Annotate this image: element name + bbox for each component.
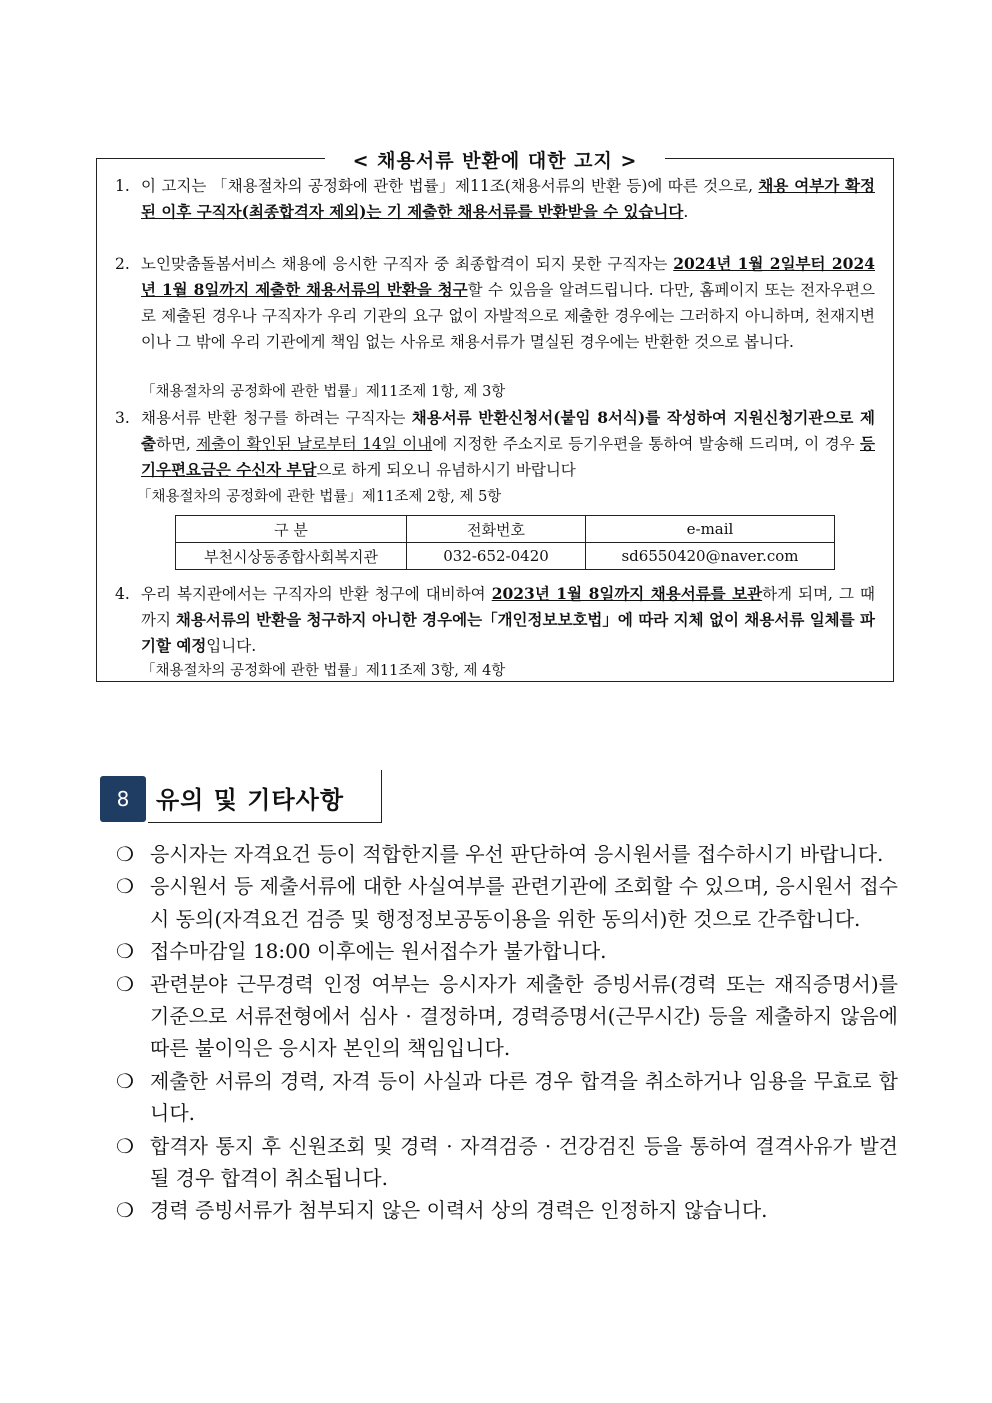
table-row: [176, 543, 835, 570]
table-header: 전화번호: [407, 516, 586, 543]
law-citation: 「채용절차의 공정화에 관한 법률」제11조제 2항, 제 5항: [137, 489, 502, 505]
item-number: 2.: [115, 255, 130, 273]
divider: [381, 770, 382, 822]
item-number: 1.: [115, 177, 130, 195]
table-cell: sd6550420@naver.com: [586, 543, 835, 570]
emphasis-text: 등기우편요금은 수신자 부담: [141, 434, 875, 479]
list-item: ❍ 제출한 서류의 경력, 자격 등이 사실과 다른 경우 합격을 취소하거나 임용을 무효로 합니다.: [116, 1065, 898, 1130]
bullet-circle-icon: ❍: [116, 874, 134, 899]
table-header: e-mail: [586, 516, 835, 543]
contact-table: [175, 515, 835, 570]
bullet-list: [116, 838, 898, 1227]
underlined-text: 제출이 확인된 날로부터 14일 이내: [196, 435, 433, 453]
notice-title: < 채용서류 반환에 대한 고지 >: [97, 146, 893, 173]
emphasis-text: 채용서류 반환신청서(붙임 8서식)를 작성하여 지원신청기관으로 제출: [141, 408, 875, 453]
emphasis-text: 채용서류의 반환을 청구하지 아니한 경우에는「개인정보보호법」에 따라 지체 없이 채용서류 일체를 파기할 예정: [141, 610, 876, 655]
bullet-circle-icon: ❍: [116, 1198, 134, 1223]
list-item: ❍ 응시자는 자격요건 등이 적합한지를 우선 판단하여 응시원서를 접수하시기 바랍니다.: [116, 838, 898, 870]
table-header: 구 분: [176, 516, 407, 543]
section-number: 8: [100, 776, 146, 822]
item-number: 4.: [115, 585, 130, 603]
divider: [148, 822, 382, 823]
notice-item-4: 4. 우리 복지관에서는 구직자의 반환 청구에 대비하여 2023년 1월 8일까지 채용서류를 보관하게 되며, 그 때까지 채용서류의 반환을 청구하지 아니한 경우에는「개인정보보호법」에 따라 지체 없이 채용서류 일체를 파기할 예정입니다.: [115, 581, 875, 659]
table-header-row: [176, 516, 835, 543]
table-cell: 부천시상동종합사회복지관: [176, 543, 407, 570]
list-item: ❍ 합격자 통지 후 신원조회 및 경력 · 자격검증 · 건강검진 등을 통하여 결격사유가 발견될 경우 합격이 취소됩니다.: [116, 1130, 898, 1195]
list-item: ❍ 경력 증빙서류가 첨부되지 않은 이력서 상의 경력은 인정하지 않습니다.: [116, 1194, 898, 1226]
notice-item-1: 1. 이 고지는 「채용절차의 공정화에 관한 법률」제11조(채용서류의 반환 등)에 따른 것으로, 채용 여부가 확정된 이후 구직자(최종합격자 제외)는 기 제출한 채용서류를 반환받을 수 있습니다.: [115, 173, 875, 225]
emphasis-text: 2024년 1월 2일부터 2024년 1월 8일까지 제출한 채용서류의 반환을 청구: [141, 254, 876, 299]
bullet-circle-icon: ❍: [116, 971, 134, 996]
bullet-circle-icon: ❍: [116, 939, 134, 964]
emphasis-text: 2023년 1월 8일까지 채용서류를 보관: [491, 584, 763, 603]
list-item: ❍ 관련분야 근무경력 인정 여부는 응시자가 제출한 증빙서류(경력 또는 재직증명서)를 기준으로 서류전형에서 심사 · 결정하며, 경력증명서(근무시간) 등을 제출하지 않음에 따른 불이익은 응시자 본인의 책임입니다.: [116, 968, 898, 1065]
item-number: 3.: [115, 409, 130, 427]
list-item: ❍ 응시원서 등 제출서류에 대한 사실여부를 관련기관에 조회할 수 있으며, 응시원서 접수 시 동의(자격요건 검증 및 행정정보공동이용을 위한 동의서)한 것으로 간주합니다.: [116, 870, 898, 935]
list-item: ❍ 접수마감일 18:00 이후에는 원서접수가 불가합니다.: [116, 935, 898, 967]
table-cell: 032-652-0420: [407, 543, 586, 570]
bullet-circle-icon: ❍: [116, 1133, 134, 1158]
bullet-circle-icon: ❍: [116, 842, 134, 866]
notice-item-3: 3. 채용서류 반환 청구를 하려는 구직자는 채용서류 반환신청서(붙임 8서식)를 작성하여 지원신청기관으로 제출하면, 제출이 확인된 날로부터 14일 이내에 지정한 주소지로 등기우편을 통하여 발송해 드리며, 이 경우 등기우편요금은 수신자 부담으로 하게 되오니 유념하시기 바랍니다: [115, 405, 875, 483]
bullet-circle-icon: ❍: [116, 1068, 134, 1093]
notice-box: [96, 150, 894, 682]
emphasis-text: 채용 여부가 확정된 이후 구직자(최종합격자 제외)는 기 제출한 채용서류를 반환받을 수 있습니다: [141, 176, 875, 221]
section-header: [100, 776, 382, 822]
section-title: 유의 및 기타사항: [156, 786, 344, 814]
law-citation: 「채용절차의 공정화에 관한 법률」제11조제 1항, 제 3항: [141, 384, 506, 400]
law-citation: 「채용절차의 공정화에 관한 법률」제11조제 3항, 제 4항: [141, 663, 506, 679]
notice-item-2: 2. 노인맞춤돌봄서비스 채용에 응시한 구직자 중 최종합격이 되지 못한 구직자는 2024년 1월 2일부터 2024년 1월 8일까지 제출한 채용서류의 반환을 청구할 수 있음을 알려드립니다. 다만, 홈페이지 또는 전자우편으로 제출된 경우나 구직자가 우리 기관의 요구 없이 자발적으로 제출한 경우에는 그러하지 아니하며, 천재지변이나 그 밖에 우리 기관에게 책임 없는 사유로 채용서류가 멸실된 경우에는 반환한 것으로 봅니다.: [115, 251, 875, 355]
